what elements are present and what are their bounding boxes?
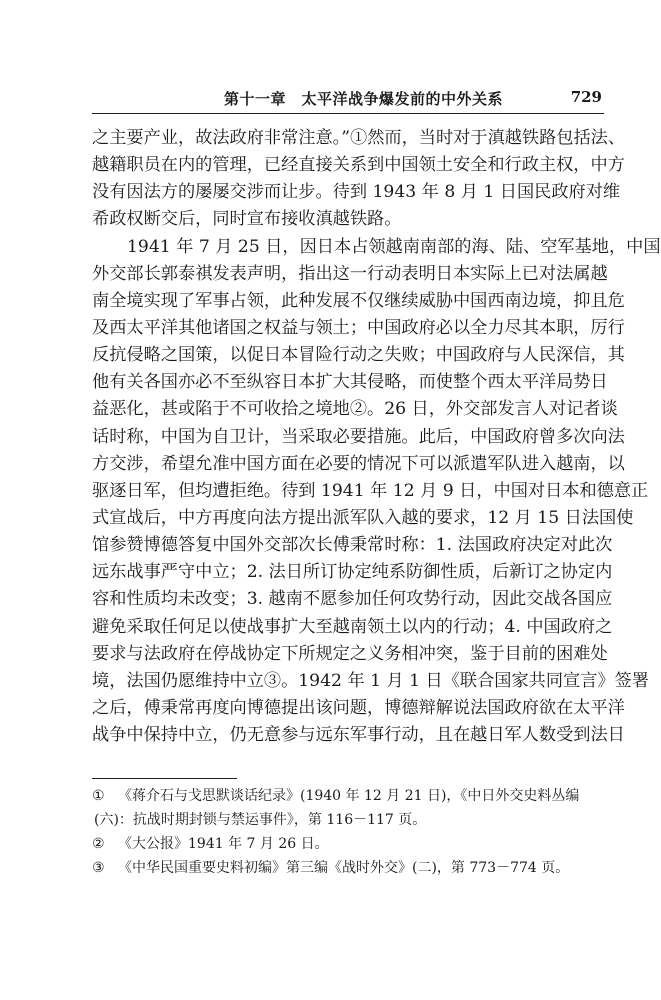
body-line: 希政权断交后，同时宣布接收滇越铁路。 xyxy=(92,209,402,230)
footnote-2 xyxy=(92,832,606,856)
page-number: 729 xyxy=(570,88,602,106)
footnote-rule xyxy=(92,778,237,779)
body-line: 没有因法方的屡屡交涉而让步。待到 1943 年 8 月 1 日国民政府对维 xyxy=(92,182,621,203)
footnote-marker: ① xyxy=(92,788,105,804)
footnote-marker: ③ xyxy=(92,860,105,876)
body-line: 之后，傅秉常再度向博德提出该问题，博德辩解说法国政府欲在太平洋 xyxy=(92,697,625,718)
body-line: 越籍职员在内的管理，已经直接关系到中国领土安全和行政主权，中方 xyxy=(92,155,625,176)
body-line: 他有关各国亦必不至纵容日本扩大其侵略，而使整个西太平洋局势日 xyxy=(92,372,608,393)
footnote-text: 《中华民国重要史料初编》第三编《战时外交》(二)，第 773－774 页。 xyxy=(118,860,570,876)
body-line: 远东战事严守中立；2. 法日所订协定纯系防御性质，后新订之协定内 xyxy=(92,562,613,583)
body-line: 战争中保持中立，仍无意参与远东军事行动，且在越日军人数受到法日 xyxy=(92,725,625,746)
body-line: 容和性质均未改变；3. 越南不愿参加任何攻势行动，因此交战各国应 xyxy=(92,589,613,610)
body-line: 及西太平洋其他诸国之权益与领土；中国政府必以全力尽其本职，厉行 xyxy=(92,317,625,338)
footnote-1 xyxy=(92,784,606,808)
body-line: 方交涉，希望允准中国方面在必要的情况下可以派遣军队进入越南，以 xyxy=(92,453,625,474)
body-line: 式宣战后，中方再度向法方提出派军队入越的要求，12 月 15 日法国使 xyxy=(92,507,634,528)
body-line: 南全境实现了军事占领，此种发展不仅继续威胁中国西南边境，抑且危 xyxy=(92,290,625,311)
body-text xyxy=(92,125,661,749)
body-line: 境，法国仍愿维持中立③。1942 年 1 月 1 日《联合国家共同宣言》签署 xyxy=(92,670,649,691)
body-line: 馆参赞博德答复中国外交部次长傅秉常时称：1. 法国政府决定对此次 xyxy=(92,535,613,556)
footnote-3 xyxy=(92,856,606,880)
footnote-text: 《蒋介石与戈思默谈话纪录》(1940 年 12 月 21 日)，《中日外交史料丛编 xyxy=(118,788,580,804)
body-line: 驱逐日军，但均遭拒绝。待到 1941 年 12 月 9 日，中国对日本和德意正 xyxy=(92,480,649,501)
body-line: 之主要产业，故法政府非常注意。”①然而，当时对于滇越铁路包括法、 xyxy=(92,128,626,148)
body-line: 外交部长郭泰祺发表声明，指出这一行动表明日本实际上已对法属越 xyxy=(92,263,608,284)
body-line: 话时称，中国为自卫计，当采取必要措施。此后，中国政府曾多次向法 xyxy=(92,426,625,447)
body-line: 益恶化，甚或陷于不可收拾之境地②。26 日，外交部发言人对记者谈 xyxy=(92,399,618,420)
footnote-marker: ② xyxy=(92,836,105,852)
body-line: 避免采取任何足以使战事扩大至越南领土以内的行动；4. 中国政府之 xyxy=(92,616,613,637)
footnote-text: 《大公报》1941 年 7 月 26 日。 xyxy=(118,836,329,852)
footnotes xyxy=(92,784,606,880)
chapter-title: 第十一章 太平洋战争爆发前的中外关系 xyxy=(224,90,504,108)
footnote-1-continuation: (六)：抗战时期封锁与禁运事件》，第 116－117 页。 xyxy=(94,812,427,828)
body-line: 要求与法政府在停战协定下所规定之义务相冲突，鉴于目前的困难处 xyxy=(92,643,608,664)
running-head xyxy=(92,88,602,110)
body-line: 反抗侵略之国策，以促日本冒险行动之失败；中国政府与人民深信，其 xyxy=(92,345,625,366)
body-line: 1941 年 7 月 25 日，因日本占领越南南部的海、陆、空军基地，中国 xyxy=(127,236,661,257)
header-rule xyxy=(92,113,604,114)
